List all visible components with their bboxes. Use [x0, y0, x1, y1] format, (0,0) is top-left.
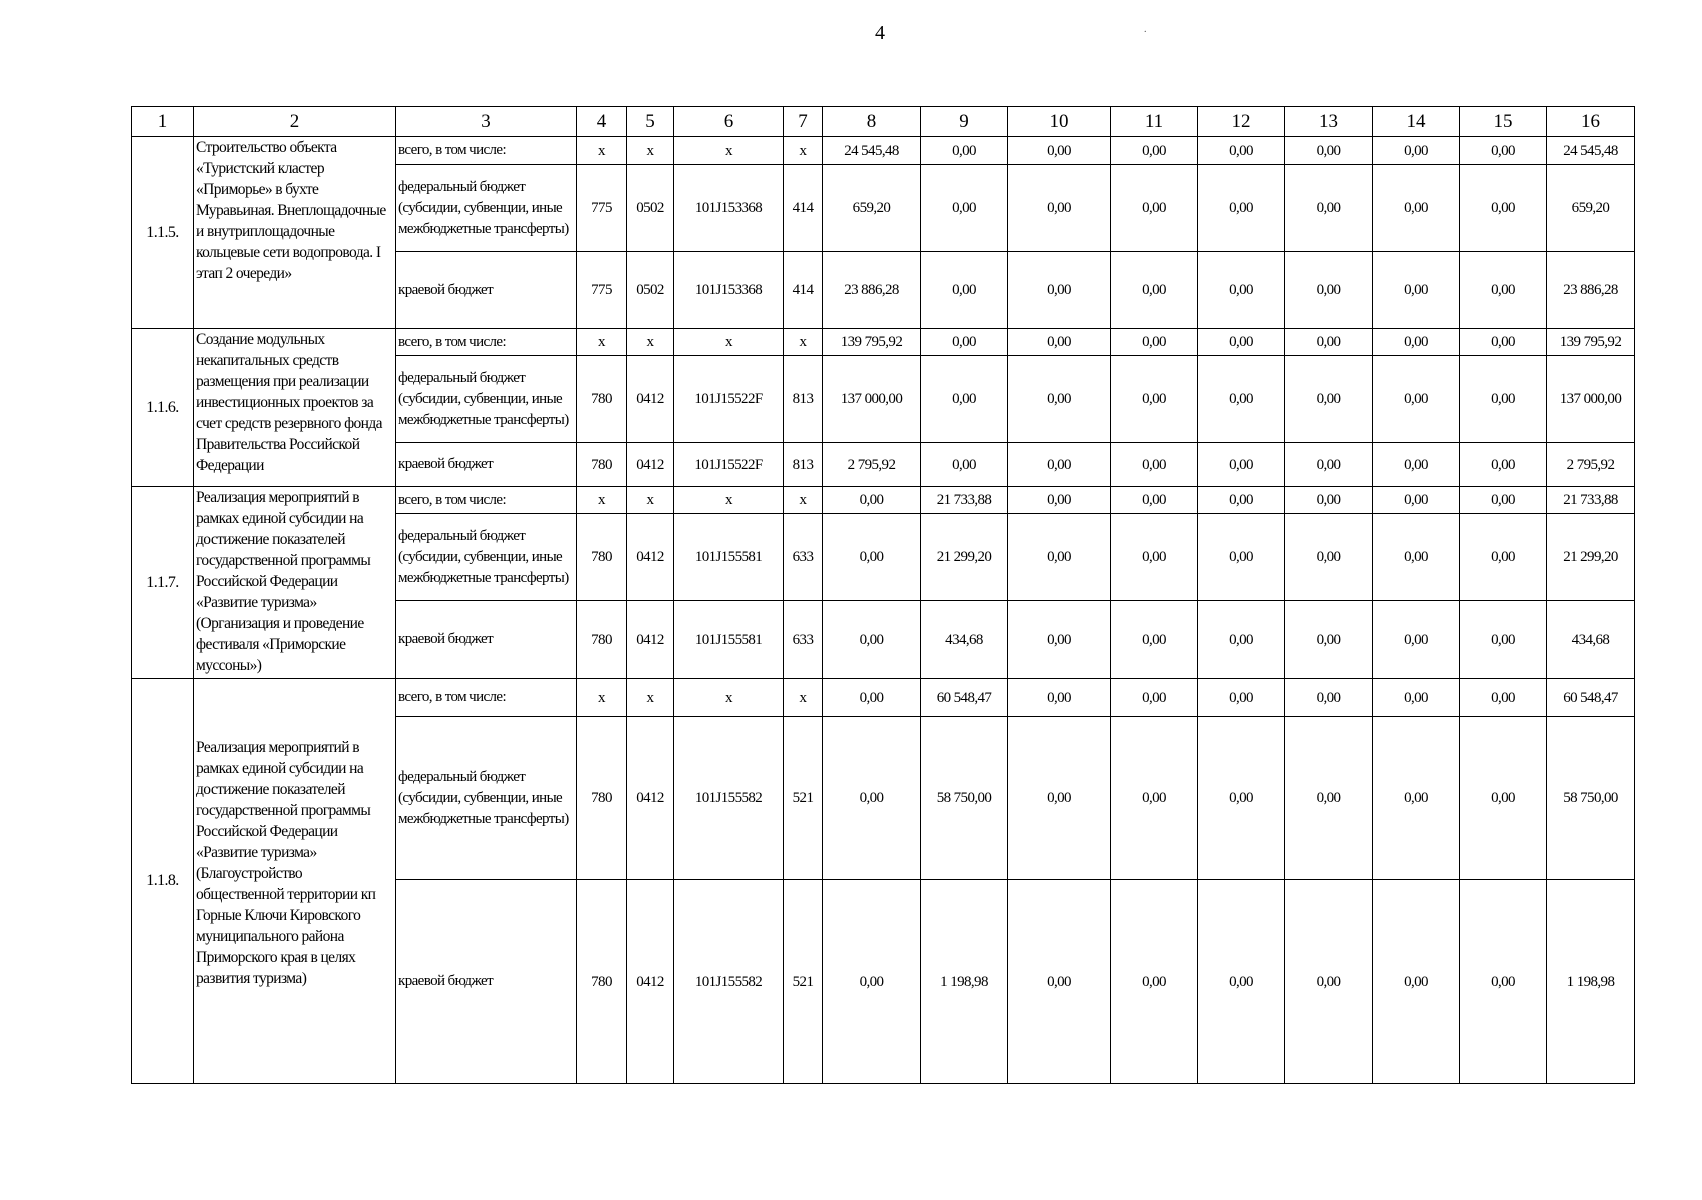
- cell-c12: 0,00: [1198, 137, 1285, 165]
- cell-c15: 0,00: [1460, 717, 1547, 880]
- cell-c10: 0,00: [1008, 514, 1111, 601]
- cell-c4: 780: [577, 880, 627, 1084]
- cell-c9: 0,00: [921, 443, 1008, 487]
- section-number: 1.1.7.: [132, 487, 194, 679]
- cell-c8: 23 886,28: [823, 252, 921, 329]
- cell-c15: 0,00: [1460, 356, 1547, 443]
- cell-c8: 659,20: [823, 165, 921, 252]
- cell-c10: 0,00: [1008, 329, 1111, 356]
- table-row: [132, 679, 1635, 717]
- cell-c7: х: [784, 137, 823, 165]
- column-header: 2: [194, 107, 396, 137]
- cell-c8: 2 795,92: [823, 443, 921, 487]
- cell-c6: х: [674, 137, 784, 165]
- column-header: 1: [132, 107, 194, 137]
- cell-c8: 137 000,00: [823, 356, 921, 443]
- cell-c14: 0,00: [1373, 717, 1460, 880]
- cell-c6: 101J153368: [674, 252, 784, 329]
- cell-c8: 0,00: [823, 487, 921, 514]
- cell-c6: 101J155581: [674, 514, 784, 601]
- cell-c15: 0,00: [1460, 329, 1547, 356]
- cell-c7: 414: [784, 252, 823, 329]
- cell-c10: 0,00: [1008, 880, 1111, 1084]
- column-header: 16: [1547, 107, 1635, 137]
- cell-c11: 0,00: [1111, 880, 1198, 1084]
- cell-c5: 0412: [627, 601, 674, 679]
- cell-c7: 414: [784, 165, 823, 252]
- table-row: [132, 487, 1635, 514]
- cell-c7: 633: [784, 601, 823, 679]
- cell-c9: 21 733,88: [921, 487, 1008, 514]
- cell-c16: 58 750,00: [1547, 717, 1635, 880]
- cell-c13: 0,00: [1285, 880, 1373, 1084]
- cell-c11: 0,00: [1111, 487, 1198, 514]
- cell-c12: 0,00: [1198, 443, 1285, 487]
- cell-c4: 780: [577, 356, 627, 443]
- cell-c12: 0,00: [1198, 601, 1285, 679]
- cell-c7: х: [784, 329, 823, 356]
- cell-c16: 24 545,48: [1547, 137, 1635, 165]
- cell-c16: 2 795,92: [1547, 443, 1635, 487]
- cell-c16: 659,20: [1547, 165, 1635, 252]
- cell-c12: 0,00: [1198, 252, 1285, 329]
- cell-c16: 23 886,28: [1547, 252, 1635, 329]
- cell-c13: 0,00: [1285, 487, 1373, 514]
- cell-c5: х: [627, 679, 674, 717]
- cell-c7: 521: [784, 717, 823, 880]
- cell-c15: 0,00: [1460, 443, 1547, 487]
- cell-c10: 0,00: [1008, 679, 1111, 717]
- cell-c11: 0,00: [1111, 165, 1198, 252]
- cell-c5: х: [627, 487, 674, 514]
- cell-c14: 0,00: [1373, 601, 1460, 679]
- cell-c5: 0412: [627, 880, 674, 1084]
- cell-c8: 24 545,48: [823, 137, 921, 165]
- column-header: 7: [784, 107, 823, 137]
- funding-source: всего, в том числе:: [396, 329, 577, 356]
- cell-c9: 0,00: [921, 137, 1008, 165]
- cell-c13: 0,00: [1285, 601, 1373, 679]
- cell-c6: 101J155582: [674, 880, 784, 1084]
- cell-c16: 21 299,20: [1547, 514, 1635, 601]
- cell-c8: 0,00: [823, 601, 921, 679]
- cell-c10: 0,00: [1008, 252, 1111, 329]
- cell-c15: 0,00: [1460, 880, 1547, 1084]
- cell-c4: х: [577, 679, 627, 717]
- cell-c14: 0,00: [1373, 514, 1460, 601]
- cell-c10: 0,00: [1008, 601, 1111, 679]
- cell-c15: 0,00: [1460, 514, 1547, 601]
- cell-c12: 0,00: [1198, 880, 1285, 1084]
- cell-c15: 0,00: [1460, 601, 1547, 679]
- cell-c4: 780: [577, 717, 627, 880]
- cell-c5: 0412: [627, 356, 674, 443]
- section-description: Реализация мероприятий в рамках единой субсидии на достижение показателей государственной программы Российской Федерации «Развитие туризма» (Организация и проведение фестиваля «Приморские муссоны»): [194, 487, 396, 679]
- cell-c14: 0,00: [1373, 679, 1460, 717]
- funding-source: федеральный бюджет (субсидии, субвенции, иные межбюджетные трансферты): [396, 717, 577, 880]
- cell-c13: 0,00: [1285, 329, 1373, 356]
- cell-c11: 0,00: [1111, 443, 1198, 487]
- cell-c9: 58 750,00: [921, 717, 1008, 880]
- cell-c13: 0,00: [1285, 443, 1373, 487]
- cell-c7: 813: [784, 356, 823, 443]
- cell-c6: 101J15522F: [674, 443, 784, 487]
- cell-c5: 0412: [627, 443, 674, 487]
- cell-c16: 1 198,98: [1547, 880, 1635, 1084]
- cell-c10: 0,00: [1008, 356, 1111, 443]
- funding-source: краевой бюджет: [396, 252, 577, 329]
- column-header: 3: [396, 107, 577, 137]
- cell-c6: 101J155582: [674, 717, 784, 880]
- cell-c6: 101J15522F: [674, 356, 784, 443]
- cell-c11: 0,00: [1111, 329, 1198, 356]
- section-number: 1.1.6.: [132, 329, 194, 487]
- cell-c7: 633: [784, 514, 823, 601]
- cell-c9: 0,00: [921, 356, 1008, 443]
- column-header: 13: [1285, 107, 1373, 137]
- cell-c7: 521: [784, 880, 823, 1084]
- funding-source: федеральный бюджет (субсидии, субвенции, иные межбюджетные трансферты): [396, 356, 577, 443]
- cell-c14: 0,00: [1373, 880, 1460, 1084]
- funding-source: федеральный бюджет (субсидии, субвенции, иные межбюджетные трансферты): [396, 165, 577, 252]
- cell-c11: 0,00: [1111, 356, 1198, 443]
- cell-c9: 60 548,47: [921, 679, 1008, 717]
- cell-c10: 0,00: [1008, 137, 1111, 165]
- section-description: Реализация мероприятий в рамках единой субсидии на достижение показателей государственной программы Российской Федерации «Развитие туризма» (Благоустройство общественной территории кп Горные Ключи Кировского муниципального района Приморского края в целях развития туризма): [194, 679, 396, 1084]
- funding-source: федеральный бюджет (субсидии, субвенции, иные межбюджетные трансферты): [396, 514, 577, 601]
- funding-source: всего, в том числе:: [396, 137, 577, 165]
- cell-c13: 0,00: [1285, 356, 1373, 443]
- page-mark: .: [1144, 24, 1147, 35]
- column-header: 6: [674, 107, 784, 137]
- column-header: 10: [1008, 107, 1111, 137]
- cell-c13: 0,00: [1285, 252, 1373, 329]
- funding-source: краевой бюджет: [396, 880, 577, 1084]
- header-row: [132, 107, 1635, 137]
- cell-c9: 0,00: [921, 165, 1008, 252]
- cell-c8: 0,00: [823, 514, 921, 601]
- cell-c5: х: [627, 137, 674, 165]
- column-header: 12: [1198, 107, 1285, 137]
- cell-c8: 0,00: [823, 717, 921, 880]
- cell-c16: 21 733,88: [1547, 487, 1635, 514]
- column-header: 11: [1111, 107, 1198, 137]
- cell-c12: 0,00: [1198, 717, 1285, 880]
- cell-c10: 0,00: [1008, 165, 1111, 252]
- cell-c16: 137 000,00: [1547, 356, 1635, 443]
- cell-c11: 0,00: [1111, 601, 1198, 679]
- cell-c13: 0,00: [1285, 165, 1373, 252]
- column-header: 5: [627, 107, 674, 137]
- cell-c14: 0,00: [1373, 137, 1460, 165]
- cell-c6: 101J153368: [674, 165, 784, 252]
- section-description: Создание модульных некапитальных средств размещения при реализации инвестиционных проектов за счет средств резервного фонда Правительства Российской Федерации: [194, 329, 396, 487]
- cell-c4: 780: [577, 443, 627, 487]
- cell-c15: 0,00: [1460, 487, 1547, 514]
- cell-c14: 0,00: [1373, 487, 1460, 514]
- cell-c16: 139 795,92: [1547, 329, 1635, 356]
- cell-c12: 0,00: [1198, 514, 1285, 601]
- cell-c12: 0,00: [1198, 679, 1285, 717]
- cell-c8: 0,00: [823, 880, 921, 1084]
- funding-source: краевой бюджет: [396, 601, 577, 679]
- cell-c9: 434,68: [921, 601, 1008, 679]
- section-number: 1.1.5.: [132, 137, 194, 329]
- cell-c15: 0,00: [1460, 165, 1547, 252]
- cell-c12: 0,00: [1198, 356, 1285, 443]
- column-header: 4: [577, 107, 627, 137]
- cell-c10: 0,00: [1008, 443, 1111, 487]
- cell-c15: 0,00: [1460, 679, 1547, 717]
- cell-c12: 0,00: [1198, 329, 1285, 356]
- cell-c4: 775: [577, 165, 627, 252]
- cell-c4: х: [577, 329, 627, 356]
- cell-c9: 1 198,98: [921, 880, 1008, 1084]
- cell-c11: 0,00: [1111, 717, 1198, 880]
- cell-c11: 0,00: [1111, 137, 1198, 165]
- table-row: [132, 329, 1635, 356]
- cell-c5: 0412: [627, 514, 674, 601]
- cell-c9: 0,00: [921, 252, 1008, 329]
- column-header: 9: [921, 107, 1008, 137]
- cell-c7: 813: [784, 443, 823, 487]
- cell-c14: 0,00: [1373, 329, 1460, 356]
- cell-c13: 0,00: [1285, 717, 1373, 880]
- cell-c9: 21 299,20: [921, 514, 1008, 601]
- funding-source: всего, в том числе:: [396, 487, 577, 514]
- cell-c6: 101J155581: [674, 601, 784, 679]
- column-header: 14: [1373, 107, 1460, 137]
- cell-c9: 0,00: [921, 329, 1008, 356]
- column-header: 8: [823, 107, 921, 137]
- cell-c6: х: [674, 679, 784, 717]
- cell-c5: х: [627, 329, 674, 356]
- cell-c12: 0,00: [1198, 487, 1285, 514]
- cell-c16: 434,68: [1547, 601, 1635, 679]
- cell-c12: 0,00: [1198, 165, 1285, 252]
- cell-c5: 0502: [627, 252, 674, 329]
- budget-table: [131, 106, 1635, 1084]
- cell-c7: х: [784, 487, 823, 514]
- cell-c4: 780: [577, 514, 627, 601]
- section-description: Строительство объекта «Туристский кластер «Приморье» в бухте Муравьиная. Внеплощадочные и внутриплощадочные кольцевые сети водопровода. I этап 2 очереди»: [194, 137, 396, 329]
- cell-c11: 0,00: [1111, 679, 1198, 717]
- cell-c7: х: [784, 679, 823, 717]
- cell-c6: х: [674, 487, 784, 514]
- cell-c11: 0,00: [1111, 252, 1198, 329]
- table-row: [132, 137, 1635, 165]
- cell-c4: 780: [577, 601, 627, 679]
- cell-c8: 0,00: [823, 679, 921, 717]
- cell-c13: 0,00: [1285, 679, 1373, 717]
- cell-c14: 0,00: [1373, 356, 1460, 443]
- cell-c4: 775: [577, 252, 627, 329]
- cell-c4: х: [577, 487, 627, 514]
- cell-c14: 0,00: [1373, 443, 1460, 487]
- page-number: 4: [875, 22, 885, 44]
- cell-c14: 0,00: [1373, 252, 1460, 329]
- cell-c5: 0502: [627, 165, 674, 252]
- cell-c4: х: [577, 137, 627, 165]
- cell-c13: 0,00: [1285, 137, 1373, 165]
- cell-c15: 0,00: [1460, 137, 1547, 165]
- cell-c14: 0,00: [1373, 165, 1460, 252]
- cell-c10: 0,00: [1008, 487, 1111, 514]
- cell-c13: 0,00: [1285, 514, 1373, 601]
- column-header: 15: [1460, 107, 1547, 137]
- cell-c11: 0,00: [1111, 514, 1198, 601]
- cell-c10: 0,00: [1008, 717, 1111, 880]
- section-number: 1.1.8.: [132, 679, 194, 1084]
- cell-c6: х: [674, 329, 784, 356]
- funding-source: всего, в том числе:: [396, 679, 577, 717]
- funding-source: краевой бюджет: [396, 443, 577, 487]
- cell-c5: 0412: [627, 717, 674, 880]
- cell-c16: 60 548,47: [1547, 679, 1635, 717]
- cell-c8: 139 795,92: [823, 329, 921, 356]
- cell-c15: 0,00: [1460, 252, 1547, 329]
